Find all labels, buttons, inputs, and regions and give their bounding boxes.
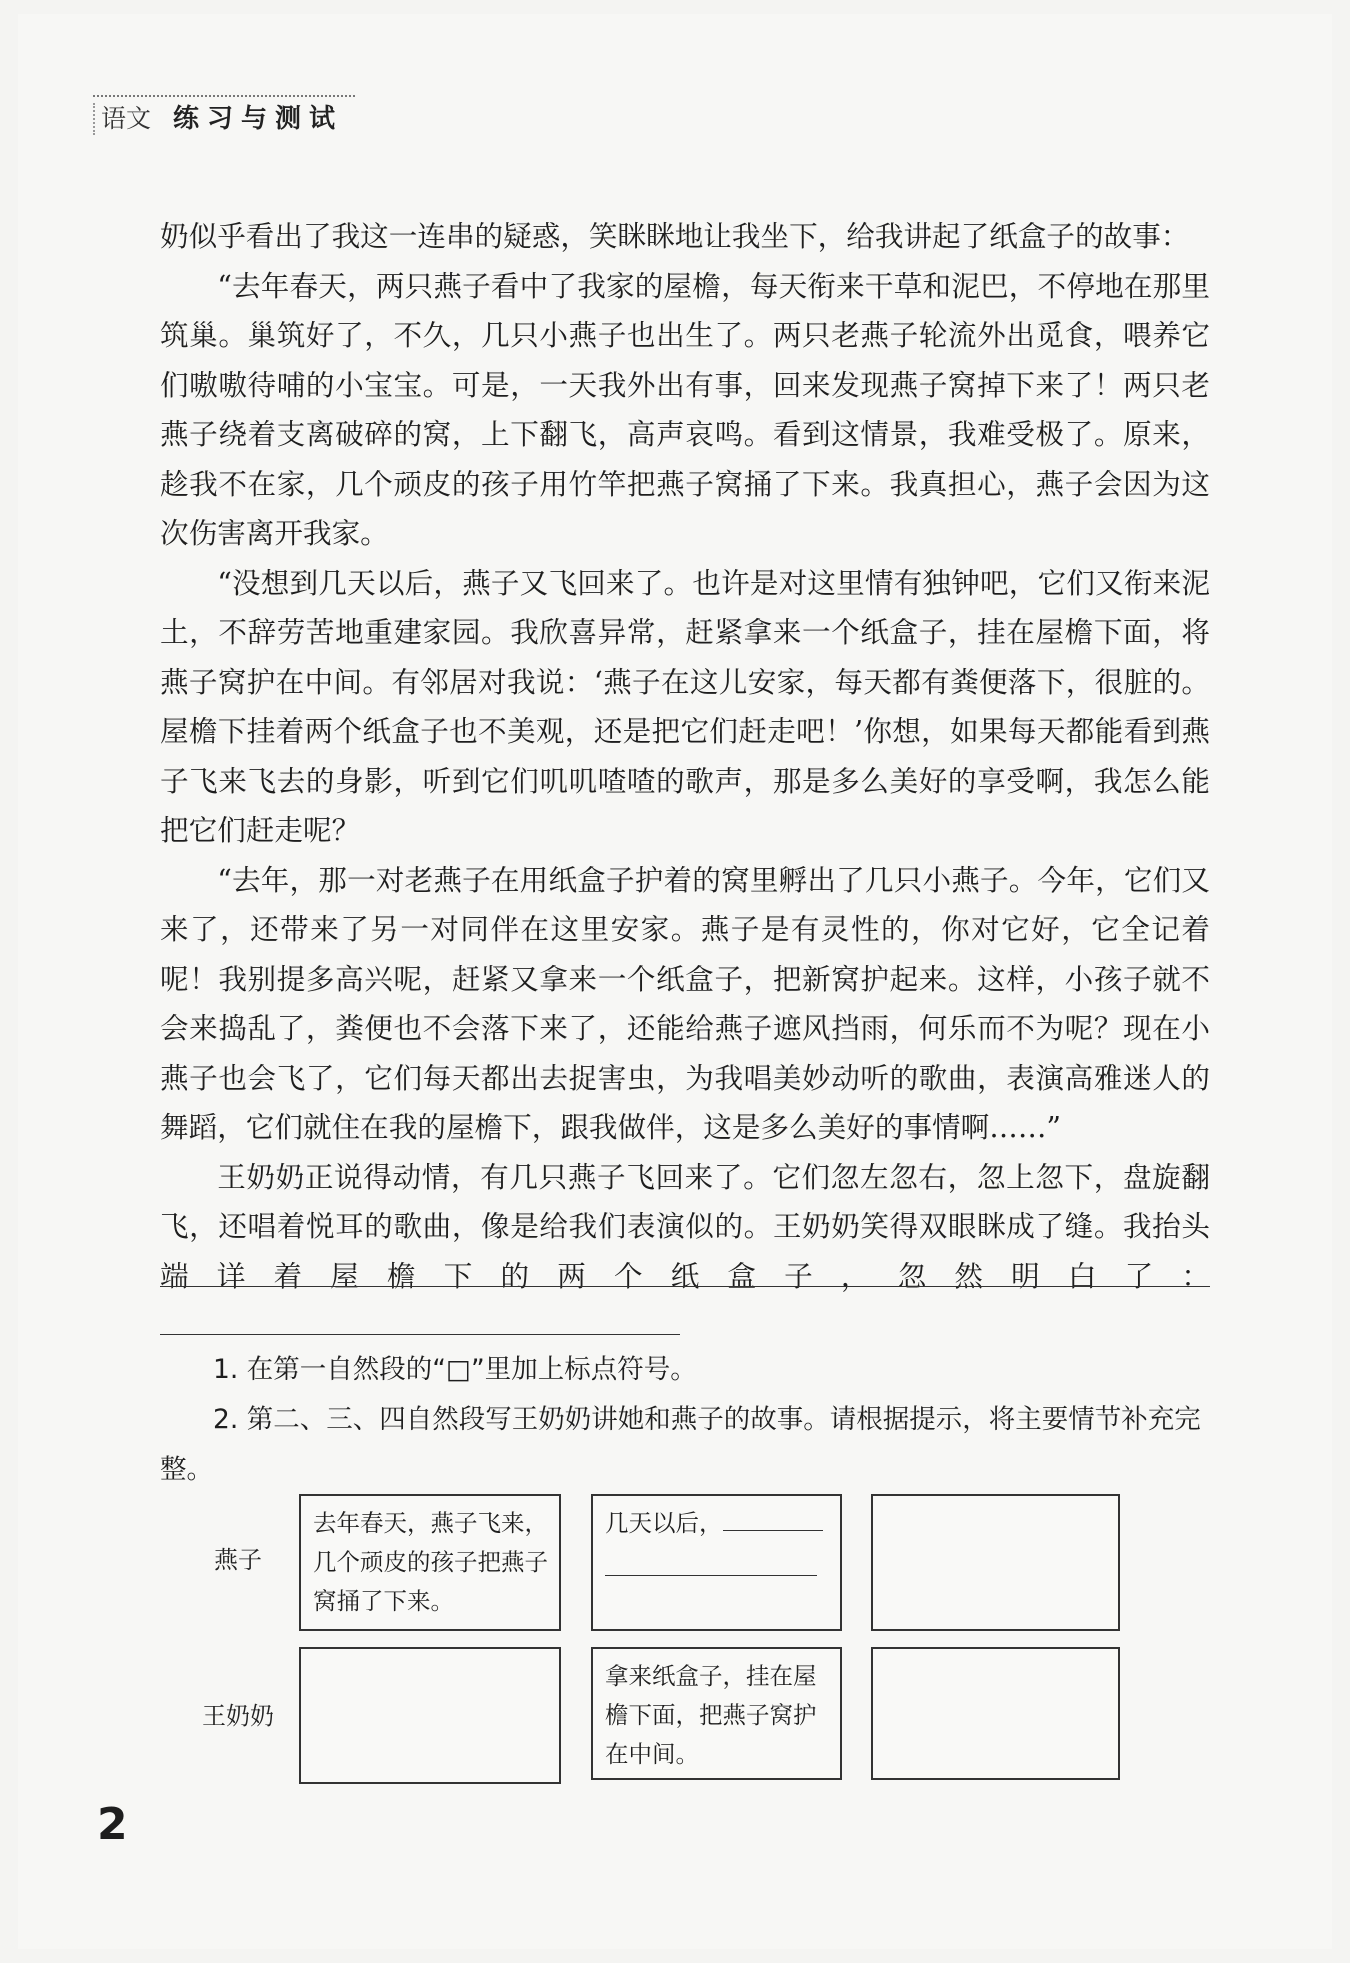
box-swallow-2-blank-line[interactable] [605,1549,817,1576]
questions [160,1345,1210,1495]
passage-paragraph-2: “去年春天，两只燕子看中了我家的屋檐，每天衔来干草和泥巴，不停地在那里筑巢。巢筑好了，不久，几只小燕子也出生了。两只老燕子轮流外出觅食，喂养它们嗷嗷待哺的小宝宝。可是，一天我外出有事，回来发现燕子窝掉下来了！两只老燕子绕着支离破碎的窝，上下翻飞，高声哀鸣。看到这情景，我难受极了。原来，趁我不在家，几个顽皮的孩子用竹竿把燕子窝捅了下来。我真担心，燕子会因为这次伤害离开我家。 [160,268,1210,550]
passage-paragraph-1: 奶似乎看出了我这一连串的疑惑，笑眯眯地让我坐下，给我讲起了纸盒子的故事： [160,219,1190,253]
box-swallow-2-text: 几天以后， [605,1509,723,1537]
passage-paragraph-5 [160,1153,1210,1351]
page-number: 2 [97,1799,128,1850]
answer-blank-inline[interactable] [160,1312,680,1335]
box-grandma-3[interactable] [871,1647,1120,1780]
passage-paragraph-4: “去年，那一对老燕子在用纸盒子护着的窝里孵出了几只小燕子。今年，它们又来了，还带来了另一对同伴在这里安家。燕子是有灵性的，你对它好，它全记着呢！我别提多高兴呢，赶紧又拿来一个纸盒子，把新窝护起来。这样，小孩子就不会来捣乱了，粪便也不会落下来了，还能给燕子遮风挡雨，何乐而不为呢？现在小燕子也会飞了，它们每天都出去捉害虫，为我唱美妙动听的歌曲，表演高雅迷人的舞蹈，它们就住在我的屋檐下，跟我做伴，这是多么美好的事情啊……” [160,862,1210,1144]
page-header [93,95,355,139]
passage-paragraph-3: “没想到几天以后，燕子又飞回来了。也许是对这里情有独钟吧，它们又衔来泥土，不辞劳苦地重建家园。我欣喜异常，赶紧拿来一个纸盒子，挂在屋檐下面，将燕子窝护在中间。有邻居对我说：‘燕子在这儿安家，每天都有粪便落下，很脏的。屋檐下挂着两个纸盒子也不美观，还是把它们赶走吧！’你想，如果每天都能看到燕子飞来飞去的身影，听到它们叽叽喳喳的歌声，那是多么美好的享受啊，我怎么能把它们赶走呢？ [160,565,1210,847]
passage-paragraph-5-text: 王奶奶正说得动情，有几只燕子飞回来了。它们忽左忽右，忽上忽下，盘旋翻飞，还唱着悦耳的歌曲，像是给我们表演似的。王奶奶笑得双眼眯成了缝。我抬头端详着屋檐下的两个纸盒子，忽然明白了： [160,1159,1210,1293]
header-title: 练习与测试 [173,104,344,134]
answer-blank-line[interactable] [160,1286,1210,1287]
header-subject: 语文 [93,103,161,135]
row-label-swallow: 燕子 [214,1546,262,1574]
box-swallow-1: 去年春天，燕子飞来，几个顽皮的孩子把燕子窝捅了下来。 [299,1494,561,1631]
box-swallow-2-blank[interactable] [723,1510,823,1531]
box-swallow-2 [591,1494,842,1631]
reading-passage [160,212,1210,1351]
box-swallow-3[interactable] [871,1494,1120,1631]
row-label-grandma: 王奶奶 [202,1702,274,1730]
box-grandma-1[interactable] [299,1647,561,1784]
question-2: 2. 第二、三、四自然段写王奶奶讲她和燕子的故事。请根据提示，将主要情节补充完整。 [160,1404,1201,1485]
box-grandma-2: 拿来纸盒子，挂在屋檐下面，把燕子窝护在中间。 [591,1647,842,1780]
question-1: 1. 在第一自然段的“□”里加上标点符号。 [213,1354,697,1385]
